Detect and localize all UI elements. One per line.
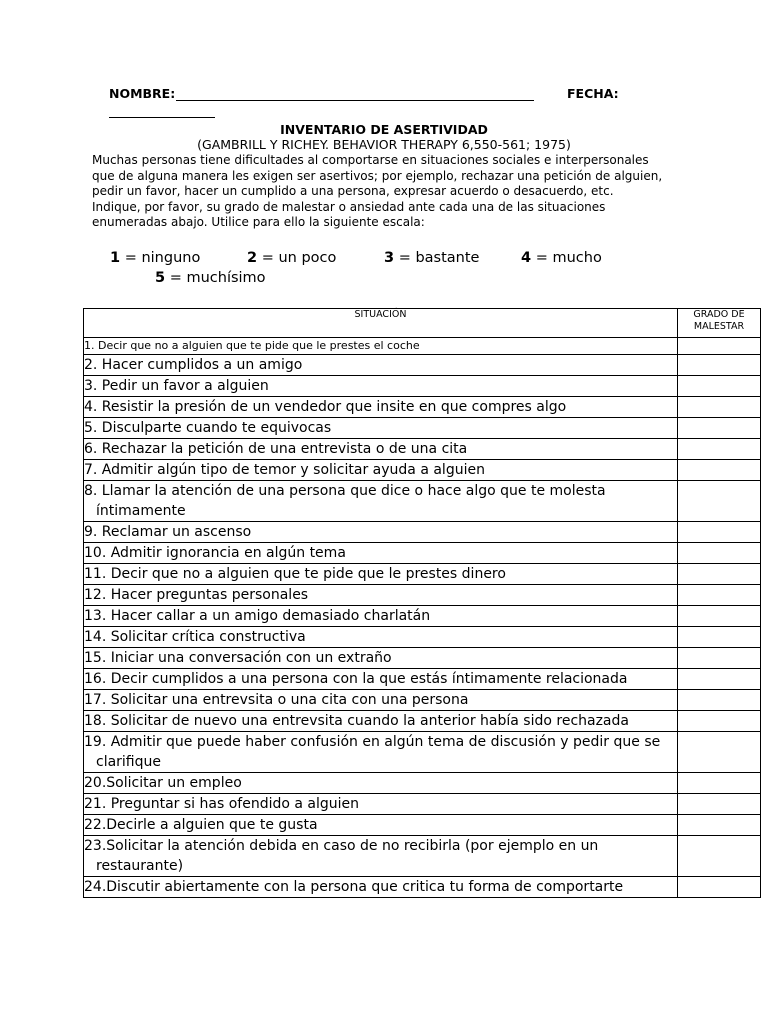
- situation-cell: [84, 690, 678, 711]
- scale-num: 1: [110, 250, 121, 266]
- table-row: [84, 732, 761, 773]
- situation-cell: [84, 338, 678, 355]
- situation-text: 10. Admitir ignorancia en algún tema: [84, 545, 346, 561]
- table-row: [84, 669, 761, 690]
- situation-text: 22.Decirle a alguien que te gusta: [84, 817, 318, 833]
- situacion-label: SITUACIÓN: [354, 309, 407, 320]
- situation-cell: [84, 606, 678, 627]
- situation-text: 2. Hacer cumplidos a un amigo: [84, 357, 303, 373]
- table-row: [84, 711, 761, 732]
- grado-label-line2: MALESTAR: [693, 321, 745, 332]
- scale-text: = bastante: [394, 250, 480, 266]
- scale-item-2: [247, 250, 336, 266]
- situation-text: 1. Decir que no a alguien que te pide que le prestes el coche: [84, 339, 420, 352]
- situation-cell: [84, 564, 678, 585]
- situation-cell: [84, 355, 678, 376]
- situation-text: 8. Llamar la atención de una persona que dice o hace algo que te molesta: [84, 483, 606, 499]
- nombre-blank-line[interactable]: [176, 86, 534, 101]
- situation-text: 16. Decir cumplidos a una persona con la que estás íntimamente relacionada: [84, 671, 628, 687]
- intro-text: [92, 153, 664, 231]
- malestar-answer-cell[interactable]: [678, 522, 761, 543]
- situation-text: 4. Resistir la presión de un vendedor que insite en que compres algo: [84, 399, 567, 415]
- malestar-answer-cell[interactable]: [678, 627, 761, 648]
- malestar-answer-cell[interactable]: [678, 648, 761, 669]
- situation-cell: [84, 418, 678, 439]
- table-row: [84, 794, 761, 815]
- situation-cell: [84, 711, 678, 732]
- table-row: [84, 564, 761, 585]
- malestar-answer-cell[interactable]: [678, 355, 761, 376]
- malestar-answer-cell[interactable]: [678, 481, 761, 522]
- table-row: [84, 877, 761, 898]
- malestar-answer-cell[interactable]: [678, 836, 761, 877]
- situation-text: 24.Discutir abiertamente con la persona que critica tu forma de comportarte: [84, 879, 624, 895]
- scale-num: 5: [155, 270, 166, 286]
- table-row: [84, 481, 761, 522]
- situation-text: 15. Iniciar una conversación con un extraño: [84, 650, 392, 666]
- situation-text: 14. Solicitar crítica constructiva: [84, 629, 306, 645]
- situation-text: 13. Hacer callar a un amigo demasiado charlatán: [84, 608, 431, 624]
- column-header-situacion: [84, 309, 678, 338]
- column-header-grado: [678, 309, 761, 338]
- scale-text: = un poco: [257, 250, 337, 266]
- situation-cell: [84, 815, 678, 836]
- malestar-answer-cell[interactable]: [678, 418, 761, 439]
- situation-text-continued: clarifique: [96, 754, 162, 770]
- situation-text: 7. Admitir algún tipo de temor y solicitar ayuda a alguien: [84, 462, 485, 478]
- malestar-answer-cell[interactable]: [678, 585, 761, 606]
- scale-num: 3: [384, 250, 395, 266]
- grado-label-line1: GRADO DE: [693, 309, 745, 320]
- table-row: [84, 338, 761, 355]
- table-row: [84, 460, 761, 481]
- malestar-answer-cell[interactable]: [678, 773, 761, 794]
- situation-cell: [84, 543, 678, 564]
- malestar-answer-cell[interactable]: [678, 711, 761, 732]
- situation-cell: [84, 376, 678, 397]
- document-title: INVENTARIO DE ASERTIVIDAD: [280, 122, 488, 137]
- situation-cell: [84, 585, 678, 606]
- table-row: [84, 585, 761, 606]
- intro-paragraph-1: Muchas personas tiene dificultades al comportarse en situaciones sociales e interpersonales que de alguna manera les exigen ser asertivos; por ejemplo, rechazar una petición de alguien, pedir un favor, hacer un cumplido a una persona, expresar acuerdo o desacuerdo, etc.: [92, 153, 663, 198]
- situation-cell: [84, 773, 678, 794]
- situation-cell: [84, 836, 678, 877]
- fecha-blank-line[interactable]: [109, 103, 215, 118]
- situation-text: 20.Solicitar un empleo: [84, 775, 242, 791]
- scale-text: = mucho: [531, 250, 602, 266]
- table-header-row: [84, 309, 761, 338]
- situation-cell: [84, 794, 678, 815]
- situation-cell: [84, 648, 678, 669]
- situation-text-continued: restaurante): [96, 858, 184, 874]
- malestar-answer-cell[interactable]: [678, 606, 761, 627]
- malestar-answer-cell[interactable]: [678, 877, 761, 898]
- situation-text: 18. Solicitar de nuevo una entrevsita cuando la anterior había sido rechazada: [84, 713, 629, 729]
- malestar-answer-cell[interactable]: [678, 439, 761, 460]
- malestar-answer-cell[interactable]: [678, 794, 761, 815]
- table-row: [84, 543, 761, 564]
- table-row: [84, 648, 761, 669]
- scale-num: 2: [247, 250, 258, 266]
- table-row: [84, 355, 761, 376]
- situation-text: 21. Preguntar si has ofendido a alguien: [84, 796, 360, 812]
- malestar-answer-cell[interactable]: [678, 543, 761, 564]
- document-subtitle: (GAMBRILL Y RICHEY. BEHAVIOR THERAPY 6,550-561; 1975): [197, 137, 571, 152]
- situation-text: 6. Rechazar la petición de una entrevista o de una cita: [84, 441, 468, 457]
- malestar-answer-cell[interactable]: [678, 669, 761, 690]
- situation-cell: [84, 439, 678, 460]
- scale-item-3: [384, 250, 479, 266]
- situation-text-continued: íntimamente: [96, 503, 186, 519]
- situation-cell: [84, 877, 678, 898]
- situation-text: 3. Pedir un favor a alguien: [84, 378, 269, 394]
- situation-cell: [84, 522, 678, 543]
- malestar-answer-cell[interactable]: [678, 397, 761, 418]
- situation-text: 17. Solicitar una entrevsita o una cita con una persona: [84, 692, 469, 708]
- table-row: [84, 836, 761, 877]
- table-row: [84, 690, 761, 711]
- inventory-table: [83, 308, 761, 898]
- situation-text: 11. Decir que no a alguien que te pide que le prestes dinero: [84, 566, 506, 582]
- table-row: [84, 606, 761, 627]
- nombre-label: NOMBRE:: [109, 86, 176, 101]
- scale-item-4: [521, 250, 602, 266]
- scale-num: 4: [521, 250, 532, 266]
- situation-cell: [84, 397, 678, 418]
- malestar-answer-cell[interactable]: [678, 815, 761, 836]
- malestar-answer-cell[interactable]: [678, 690, 761, 711]
- situation-cell: [84, 669, 678, 690]
- malestar-answer-cell[interactable]: [678, 376, 761, 397]
- situation-cell: [84, 481, 678, 522]
- malestar-answer-cell[interactable]: [678, 460, 761, 481]
- situation-cell: [84, 460, 678, 481]
- malestar-answer-cell[interactable]: [678, 338, 761, 355]
- malestar-answer-cell[interactable]: [678, 564, 761, 585]
- fecha-label: FECHA:: [567, 86, 619, 101]
- table-row: [84, 627, 761, 648]
- scale-text: = muchísimo: [165, 270, 266, 286]
- malestar-answer-cell[interactable]: [678, 732, 761, 773]
- situation-text: 5. Disculparte cuando te equivocas: [84, 420, 332, 436]
- table-row: [84, 418, 761, 439]
- table-row: [84, 439, 761, 460]
- intro-paragraph-2: Indique, por favor, su grado de malestar o ansiedad ante cada una de las situaciones enumeradas abajo. Utilice para ello la siguiente escala:: [92, 199, 606, 229]
- situation-cell: [84, 732, 678, 773]
- scale-item-5: [155, 270, 266, 286]
- scale-text: = ninguno: [120, 250, 201, 266]
- table-row: [84, 397, 761, 418]
- situation-text: 19. Admitir que puede haber confusión en algún tema de discusión y pedir que se: [84, 734, 661, 750]
- situation-text: 12. Hacer preguntas personales: [84, 587, 309, 603]
- scale-item-1: [110, 250, 200, 266]
- situation-cell: [84, 627, 678, 648]
- situation-text: 9. Reclamar un ascenso: [84, 524, 252, 540]
- table-row: [84, 773, 761, 794]
- table-row: [84, 376, 761, 397]
- table-row: [84, 815, 761, 836]
- table-row: [84, 522, 761, 543]
- situation-text: 23.Solicitar la atención debida en caso de no recibirla (por ejemplo en un: [84, 838, 599, 854]
